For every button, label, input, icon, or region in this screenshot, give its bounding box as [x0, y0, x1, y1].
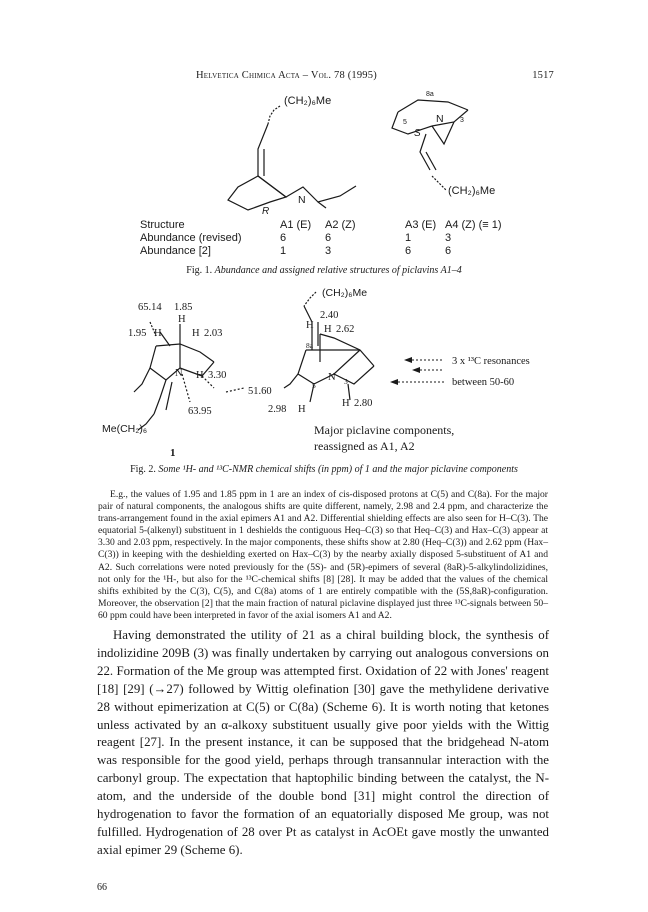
fig1-right-s-label: S — [414, 128, 421, 139]
fig1-right-chain-wavy — [432, 176, 446, 190]
fig1-left-n-label: N — [298, 194, 306, 206]
fig1-left-r-label: R — [262, 206, 270, 214]
fig2-left-v1: 65.14 — [138, 302, 162, 313]
figure1-structures — [130, 84, 530, 214]
fig2-right-v3: 2.98 — [268, 404, 287, 415]
fig2-left-h4: H — [196, 370, 204, 381]
figure2-caption-label: Fig. 2. — [130, 464, 156, 475]
fig2-note-line1: 3 x ¹³C resonances — [452, 356, 530, 367]
fig2-left-v6: 51.60 — [248, 386, 272, 397]
fig2-left-h2: H — [154, 328, 162, 339]
fig1-right-3: 3 — [460, 117, 464, 124]
figure1-caption-label: Fig. 1. — [186, 265, 213, 276]
fig2-left-h1: H — [178, 314, 186, 325]
table-cell: A3 (E) — [405, 219, 437, 231]
table-cell: 3 — [325, 245, 332, 257]
footer-page-number: 66 — [97, 882, 107, 893]
fig2-right-caption-line1: Major piclavine components, — [314, 423, 455, 437]
table-cell: 6 — [445, 245, 452, 257]
fig1-left-ring-b — [286, 186, 356, 202]
fig2-left-n: N — [175, 368, 183, 379]
table-cell: A4 (Z) (≡ 1) — [445, 219, 502, 231]
fig2-right-3: 3 — [344, 377, 348, 386]
fig2-left-v5: 3.30 — [208, 370, 227, 381]
fig2-note-line2: between 50-60 — [452, 377, 515, 388]
fig1-right-chain-label: (CH₂)₆Me — [448, 185, 496, 197]
fig2-right-h4: H — [342, 398, 350, 409]
fig1-left-chain-wavy — [268, 106, 280, 124]
fig1-right-ring-top — [398, 100, 468, 112]
small-print-paragraph — [98, 489, 548, 622]
fig1-left-ring-a — [228, 176, 286, 210]
fig2-left-v3: 1.95 — [128, 328, 147, 339]
table-row — [140, 245, 515, 258]
fig2-right-8a: 8a — [306, 341, 314, 350]
fig1-left-chain-label: (CH₂)₆Me — [284, 95, 332, 107]
fig2-left-h3: H — [192, 328, 200, 339]
table-row — [140, 219, 515, 232]
table-cell: 6 — [280, 232, 287, 244]
table-cell: A1 (E) — [280, 219, 312, 231]
fig1-left-chain-bond — [258, 124, 268, 176]
small-paragraph-text: E.g., the values of 1.95 and 1.85 ppm in 1 are an index of cis-disposed protons at C(5) and C(8a). For the major pair of natural components, the analogous shifts are quite different, namely, 2.98 and 2.4 ppm, and characterize the trans-arrangement found in the axial epimers A1 and A2. Differential shielding effects are also seen for H–C(3). The equatorial 5-(alkenyl) substituent in 1 deshields the contiguous Heq–C(3) so that Heq–C(3) and Hax–C(3) appear at 3.30 and 2.03 ppm, respectively. In the major components, these shifts show at 2.80 (Heq–C(3)) and 2.62 ppm (Hax–C(3)) in keeping with the deshielding exerted on Hax–C(3) by the nearby axially disposed 5-substituent of A1 and A2. Such correlations were noted previously for the (5S)- and (5R)-epimers of several (8aR)-5-alkylindolizidines, not only for the ¹H-, but also for the ¹³C-chemical shifts [8] [28]. It may be added that the values of the chemical shifts exhibited by the C(3), C(5), and C(8a) atoms of 1 are entirely compatible with the (5S,8aR)-configuration. Moreover, the observation [2] that the main fraction of natural piclavine displayed just three ¹³C-signals between 50–60 ppm could have been interpreted in favor of the axial isomers A1 and A2. — [98, 489, 548, 621]
table-cell: 1 — [280, 245, 287, 257]
fig2-compound-number: 1 — [170, 447, 176, 459]
fig1-right-n-label: N — [436, 113, 444, 125]
fig1-right-8a: 8a — [426, 91, 434, 98]
fig2-right-h1: H — [306, 320, 314, 331]
body-text — [97, 627, 549, 860]
table-cell: Abundance [2] — [140, 245, 211, 257]
figure2-caption — [0, 464, 648, 475]
journal-title: Helvetica Chimica Acta – Vol. 78 (1995) — [196, 70, 377, 81]
figure2-structures — [98, 284, 558, 462]
abundance-table — [140, 219, 515, 258]
fig2-left-v7: 63.95 — [188, 406, 212, 417]
fig1-right-5: 5 — [403, 119, 407, 126]
fig2-left-v2: 1.85 — [174, 302, 193, 313]
fig2-right-v2: 2.62 — [336, 324, 355, 335]
table-cell: A2 (Z) — [325, 219, 356, 231]
fig2-right-v1: 2.40 — [320, 310, 339, 321]
table-row — [140, 232, 515, 245]
figure1-caption — [0, 265, 648, 276]
table-cell: 6 — [325, 232, 332, 244]
body-paragraph: Having demonstrated the utility of 21 as a chiral building block, the synthesis of indolizidine 209B (3) was finally undertaken by carrying out analogous conversions on 22. Formation of the Me group was attempted first. Oxidation of 22 with Jones' reagent [18] [29] (→27) followed by Wittig olefination [30] gave the methylidene derivative 28 without epimerization at C(5) or C(8a) (Scheme 6). It is worth noting that ketones unless activated by an α-alkoxy substituent usually give poor yields with the Wittig reagent [27]. In the present instance, it can be supposed that the bridgehead N-atom was responsible for the good yield, perhaps through transannular interaction with the carbonyl group. The expectation that haptophilic binding between the catalyst, the N-atom, and the underside of the double bond [31] might control the direction of hydrogenation to favor the formation of an equatorially disposed Me group, was not fulfilled. Hydrogenation of 28 over Pt as catalyst in AcOEt gave mostly the unwanted axial epimer 29 (Scheme 6). — [97, 628, 549, 857]
figure1-caption-text: Abundance and assigned relative structures of piclavins A1–4 — [214, 265, 462, 276]
fig2-left-ring-top — [156, 344, 214, 362]
fig2-left-chain-label: Me(CH₂)₆ — [102, 423, 148, 435]
table-cell: 3 — [445, 232, 452, 244]
fig2-right-5: 5 — [312, 381, 316, 390]
fig1-right-ring-a — [392, 112, 432, 134]
fig2-right-h2: H — [324, 324, 332, 335]
fig1-left-ring-junction — [258, 176, 286, 197]
fig2-left-v4: 2.03 — [204, 328, 223, 339]
fig2-right-n: N — [328, 372, 336, 383]
table-cell: Abundance (revised) — [140, 232, 242, 244]
table-cell: 1 — [405, 232, 412, 244]
fig2-right-caption-line2: reassigned as A1, A2 — [314, 439, 415, 453]
table-cell: Structure — [140, 219, 185, 231]
fig1-right-chain — [420, 134, 430, 170]
table-cell: 6 — [405, 245, 412, 257]
fig2-right-h3: H — [298, 404, 306, 415]
fig2-right-v4: 2.80 — [354, 398, 373, 409]
page-number: 1517 — [532, 70, 554, 81]
fig2-left-chain — [154, 380, 166, 414]
figure2-caption-text: Some ¹H- and ¹³C-NMR chemical shifts (in ppm) of 1 and the major piclavine components — [158, 464, 518, 475]
fig2-right-chain-label: (CH₂)₆Me — [322, 287, 368, 299]
